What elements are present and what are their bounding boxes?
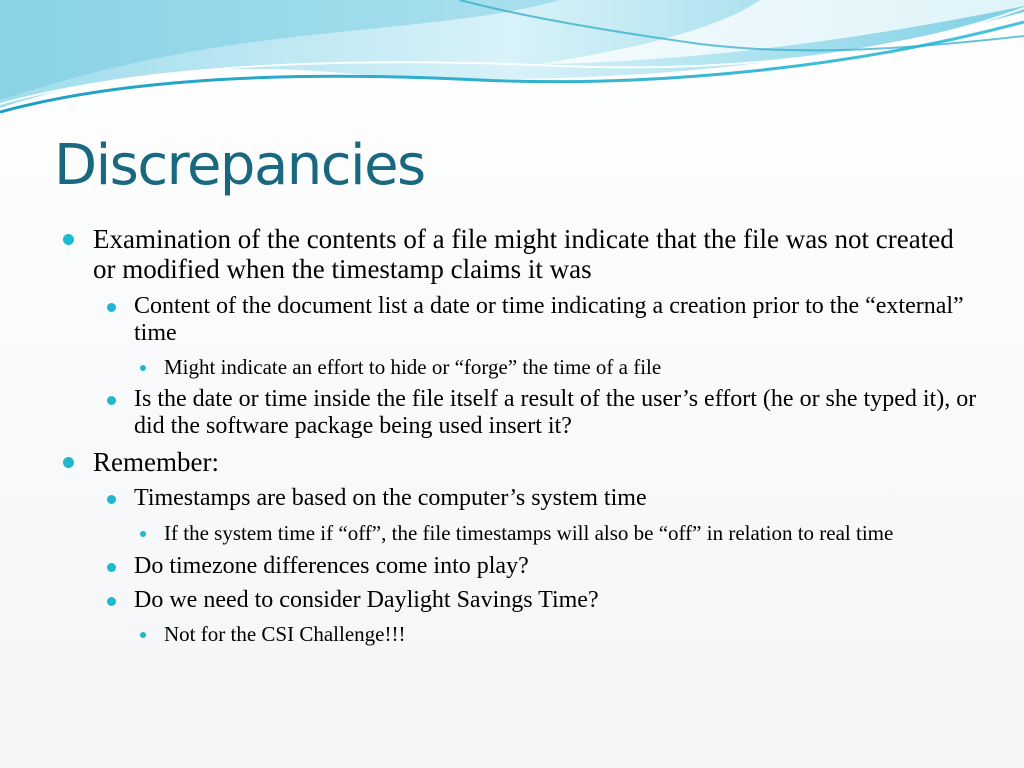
- bullet-dot-icon: [140, 531, 146, 537]
- bullet-item-level-3: [60, 521, 980, 545]
- bullet-item-level-2: [60, 293, 980, 347]
- bullet-dot-icon: [107, 396, 116, 405]
- bullet-text: Do we need to consider Daylight Savings Time?: [134, 587, 599, 613]
- bullet-text: Examination of the contents of a file might indicate that the file was not created or modified when the timestamp claims it was: [93, 224, 954, 284]
- bullet-text: If the system time if “off”, the file timestamps will also be “off” in relation to real time: [164, 521, 894, 545]
- bullet-dot-icon: [107, 563, 116, 572]
- header-wave-decoration: [0, 0, 1024, 120]
- bullet-text: Is the date or time inside the file itself a result of the user’s effort (he or she typed it), or did the software package being used insert it?: [134, 386, 977, 439]
- bullet-item-level-2: [60, 587, 980, 614]
- bullet-item-level-3: [60, 622, 980, 646]
- bullet-item-level-2: [60, 553, 980, 580]
- bullet-dot-icon: [63, 234, 74, 245]
- bullet-text: Content of the document list a date or time indicating a creation prior to the “external” time: [134, 293, 964, 346]
- bullet-dot-icon: [107, 303, 116, 312]
- bullet-text: Not for the CSI Challenge!!!: [164, 622, 406, 646]
- bullet-text: Do timezone differences come into play?: [134, 553, 529, 579]
- bullet-item-level-2: [60, 485, 980, 512]
- bullet-text: Might indicate an effort to hide or “forge” the time of a file: [164, 355, 662, 379]
- bullet-dot-icon: [140, 365, 146, 371]
- bullet-list: [60, 218, 980, 646]
- bullet-item-level-1: [60, 224, 980, 284]
- bullet-item-level-1: [60, 447, 980, 477]
- bullet-item-level-2: [60, 386, 980, 440]
- bullet-dot-icon: [107, 597, 116, 606]
- bullet-item-level-3: [60, 355, 980, 379]
- bullet-text: Timestamps are based on the computer’s system time: [134, 485, 647, 511]
- bullet-text: Remember:: [93, 447, 219, 477]
- slide-title: Discrepancies: [54, 133, 425, 198]
- bullet-dot-icon: [63, 457, 74, 468]
- bullet-dot-icon: [140, 632, 146, 638]
- bullet-dot-icon: [107, 495, 116, 504]
